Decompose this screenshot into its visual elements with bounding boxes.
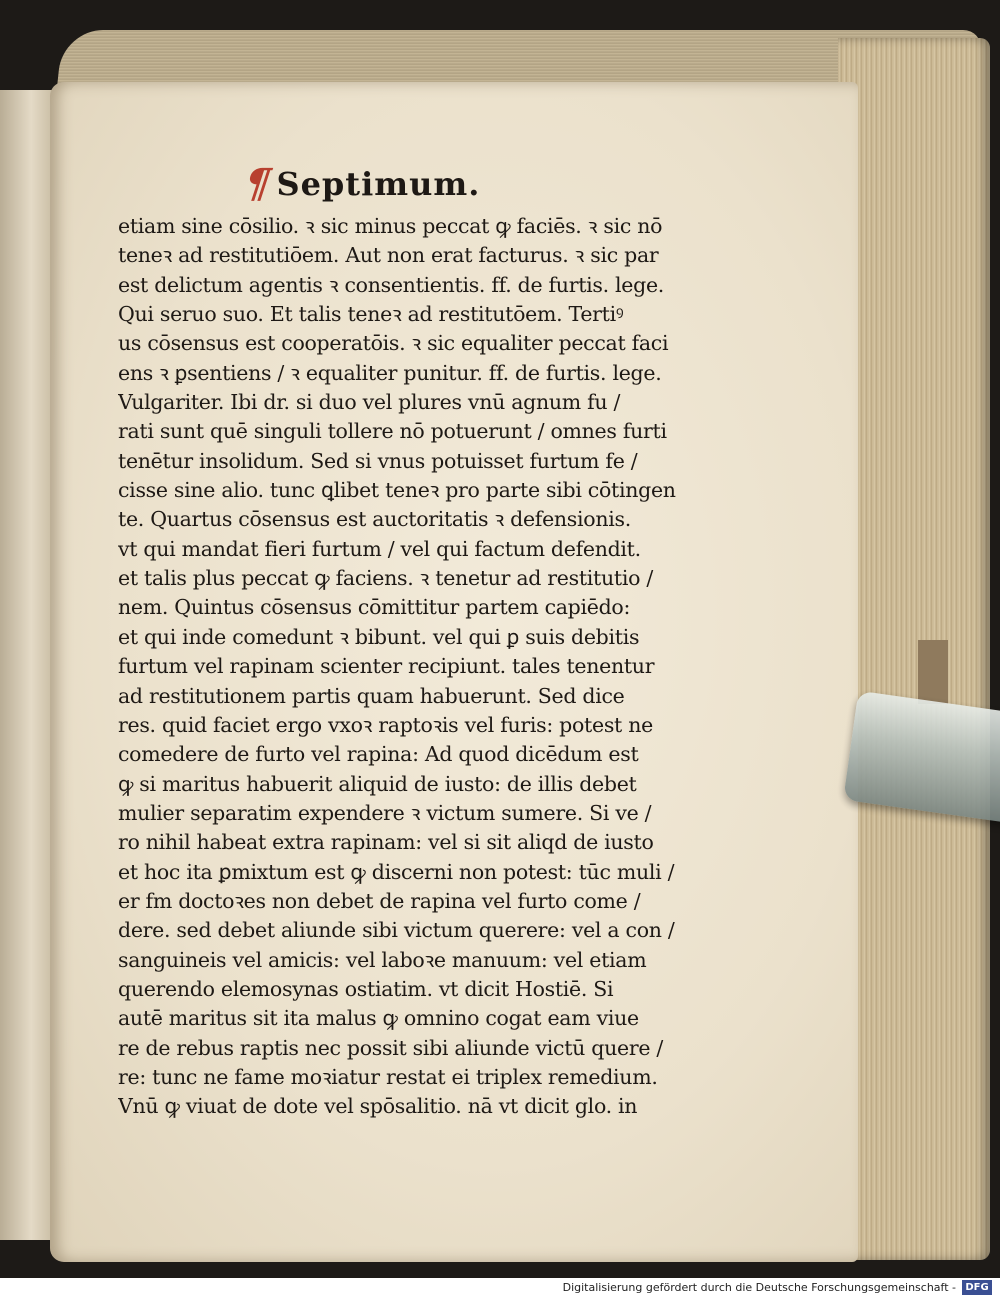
running-heading [237, 160, 481, 208]
text-line: Qui seruo suo. Et talis teneꝛ ad restitutōem. Tertiꝰ [118, 302, 624, 327]
text-line: ad restitutionem partis quam habuerunt. Sed dice [118, 683, 625, 708]
text-line: et talis plus peccat ꝙ faciens. ꝛ tenetur ad restitutio / [118, 566, 653, 591]
text-line: est delictum agentis ꝛ consentientis. ff. de furtis. lege. [118, 272, 664, 297]
text-column [118, 212, 684, 1122]
heading-text: Septimum. [276, 165, 481, 203]
text-line: et qui inde comedunt ꝛ bibunt. vel qui ꝑ suis debitis [118, 624, 640, 649]
text-line: cisse sine alio. tunc ꝗlibet teneꝛ pro parte sibi cōtingen [118, 478, 676, 503]
text-line: etiam sine cōsilio. ꝛ sic minus peccat ꝙ faciēs. ꝛ sic nō [118, 214, 663, 238]
page-edges-fore [838, 38, 990, 1260]
text-line: Vnū ꝙ viuat de dote vel spōsalitio. nā vt dicit glo. in [118, 1094, 638, 1119]
text-line: rati sunt quē singuli tollere nō potuerunt / omnes furti [118, 419, 667, 444]
text-line: us cōsensus est cooperatōis. ꝛ sic equaliter peccat faci [118, 331, 669, 356]
bookmark-ribbon [918, 640, 948, 704]
text-line: vt qui mandat fieri furtum / vel qui factum defendit. [118, 536, 641, 561]
text-line: sanguineis vel amicis: vel laboꝛe manuum: vel etiam [118, 947, 647, 972]
text-line: dere. sed debet aliunde sibi victum querere: vel a con / [118, 918, 675, 943]
text-line: ꝙ si maritus habuerit aliquid de iusto: de illis debet [118, 771, 637, 796]
left-page [0, 90, 52, 1240]
text-line: er fm doctoꝛes non debet de rapina vel furto come / [118, 888, 641, 913]
footer-bar [0, 1278, 1000, 1298]
text-line: comedere de furto vel rapina: Ad quod dicēdum est [118, 742, 639, 767]
text-line: re de rebus raptis nec possit sibi aliunde victū quere / [118, 1035, 664, 1060]
text-line: Vulgariter. Ibi dr. si duo vel plures vnū agnum fu / [118, 390, 621, 415]
funding-credit: Digitalisierung gefördert durch die Deutsche Forschungsgemeinschaft - [562, 1281, 956, 1294]
text-line: nem. Quintus cōsensus cōmittitur partem capiēdo: [118, 595, 631, 620]
rubric-mark: ¶ [237, 160, 279, 207]
text-line: tenētur insolidum. Sed si vnus potuisset furtum fe / [118, 448, 638, 473]
text-line: et hoc ita ꝑmixtum est ꝙ discerni non potest: tūc muli / [118, 859, 675, 884]
text-line: furtum vel rapinam scienter recipiunt. tales tenentur [118, 654, 655, 679]
text-line: mulier separatim expendere ꝛ victum sumere. Si ve / [118, 800, 652, 825]
text-line: res. quid faciet ergo vxoꝛ raptoꝛis vel furis: potest ne [118, 712, 653, 737]
text-line: teneꝛ ad restitutiōem. Aut non erat facturus. ꝛ sic par [118, 243, 659, 268]
text-line: querendo elemosynas ostiatim. vt dicit Hostiē. Si [118, 976, 614, 1001]
text-line: ro nihil habeat extra rapinam: vel si sit aliqd de iusto [118, 830, 654, 855]
text-line: te. Quartus cōsensus est auctoritatis ꝛ defensionis. [118, 507, 631, 532]
text-line: re: tunc ne fame moꝛiatur restat ei triplex remedium. [118, 1064, 658, 1089]
dfg-logo: DFG [962, 1280, 992, 1295]
text-line: ens ꝛ ꝑsentiens / ꝛ equaliter punitur. ff. de furtis. lege. [118, 360, 662, 385]
text-line: autē maritus sit ita malus ꝙ omnino cogat eam viue [118, 1006, 639, 1031]
